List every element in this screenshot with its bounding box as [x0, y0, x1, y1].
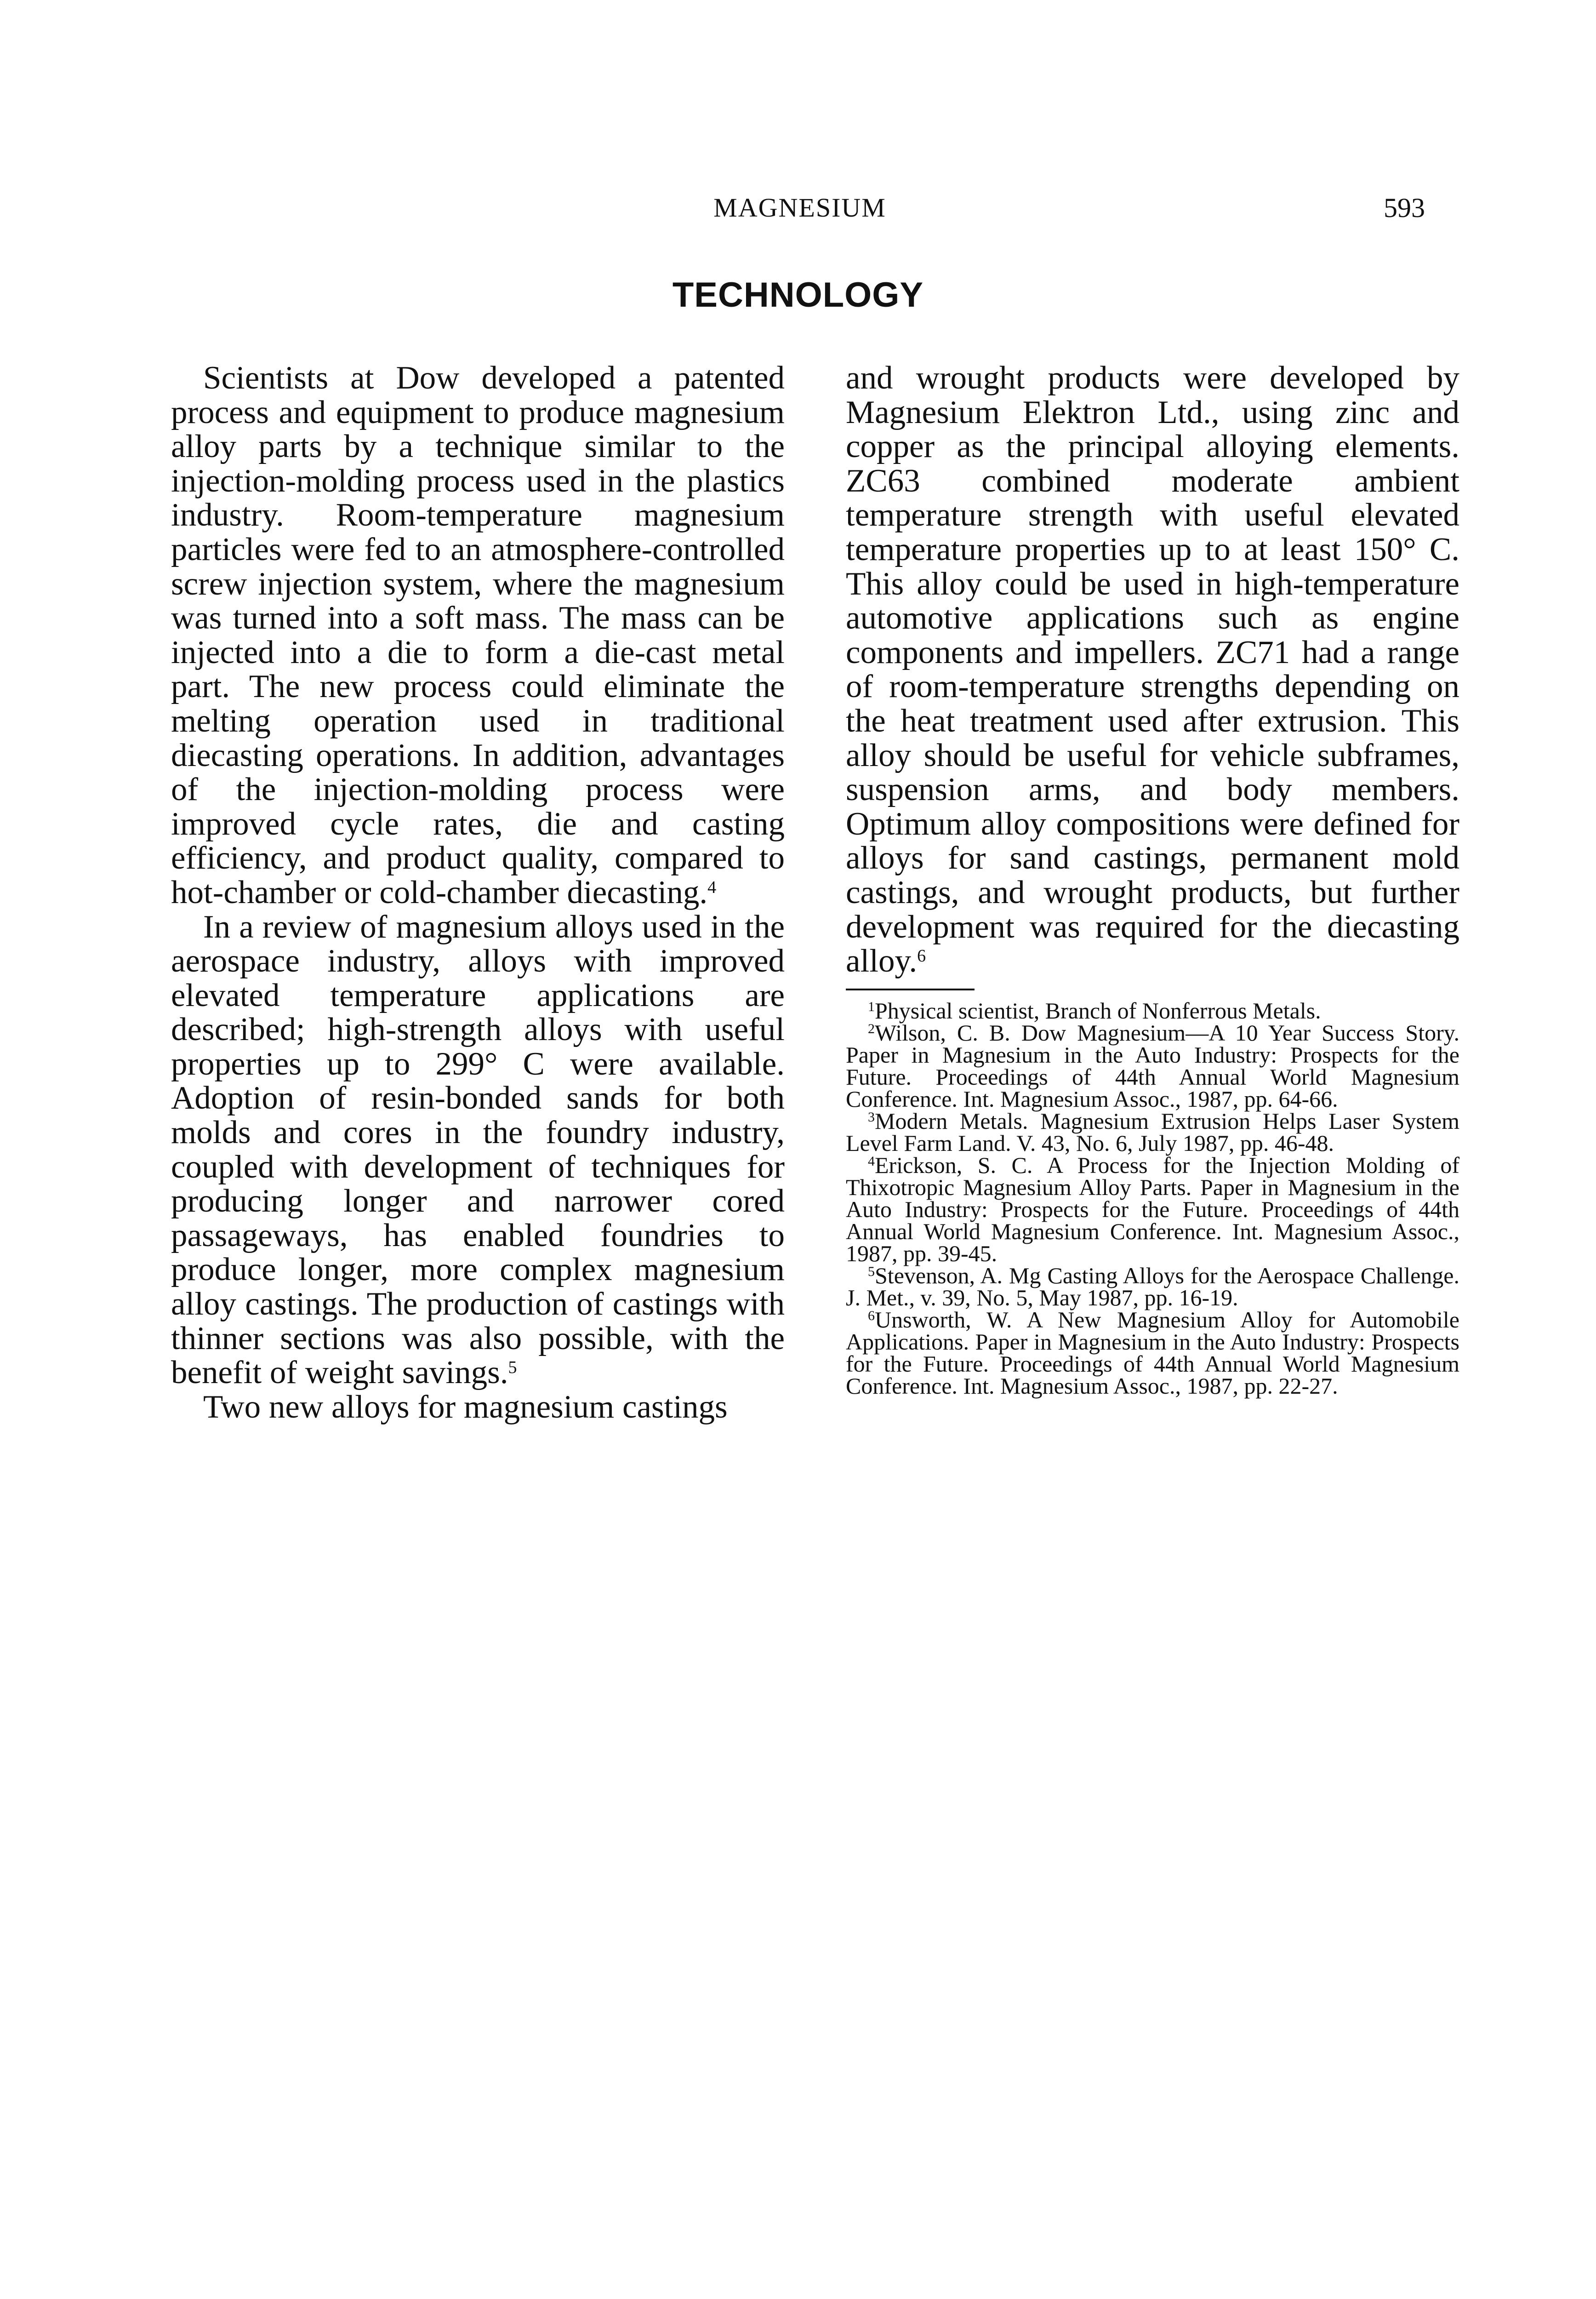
footnote-ref: 6 [917, 946, 926, 966]
footnote-text: Wilson, C. B. Dow Magnesium—A 10 Year Success Story. Paper in Magnesium in the Auto Industry: Prospects for the Future. Proceedings of 44th Annual World Magnesium Conference. Int. Magnesium Assoc., 1987, pp. 64-66. [846, 1019, 1459, 1112]
footnote [846, 1264, 1459, 1309]
paragraph-text: In a review of magnesium alloys used in the aerospace industry, alloys with improved elevated temperature applications are described; high-strength alloys with useful properties up to 299° C were available. Adoption of resin-bonded sands for both molds and cores in the foundry industry, coupled with development of techniques for producing longer and narrower cored passageways, has enabled foundries to produce longer, more complex magnesium alloy castings. The production of castings with thinner sections was also possible, with the benefit of weight savings. [171, 909, 785, 1391]
footnote-number: 2 [868, 1021, 875, 1036]
footnotes [846, 997, 1459, 1399]
footnote-text: Physical scientist, Branch of Nonferrous Metals. [875, 997, 1321, 1024]
running-title: MAGNESIUM [713, 193, 886, 223]
body-paragraph [171, 361, 785, 910]
footnote [846, 1110, 1459, 1154]
left-column [171, 361, 785, 1424]
footnote-number: 6 [868, 1308, 875, 1323]
footnote-text: Unsworth, W. A New Magnesium Alloy for Automobile Applications. Paper in Magnesium in the Auto Industry: Prospects for the Future. Proceedings of 44th Annual World Magnesium Conference. Int. Magnesium Assoc., 1987, pp. 22-27. [846, 1306, 1459, 1399]
footnote [846, 1306, 1459, 1399]
section-title: TECHNOLOGY [672, 275, 924, 315]
footnote-text: Modern Metals. Magnesium Extrusion Helps Laser System Level Farm Land. V. 43, No. 6, July 1987, pp. 46-48. [846, 1108, 1459, 1156]
footnote-text: Erickson, S. C. A Process for the Injection Molding of Thixotropic Magnesium Alloy Parts. Paper in Magnesium in the Auto Industry: Prospects for the Future. Proceedings of 44th Annual World Magnesium Conference. Int. Magnesium Assoc., 1987, pp. 39-45. [846, 1152, 1459, 1266]
page-number: 593 [1384, 193, 1425, 223]
footnote-number: 5 [868, 1264, 875, 1279]
footnote [846, 997, 1459, 1024]
footnote-number: 1 [868, 999, 875, 1014]
body-paragraph [171, 910, 785, 1390]
body-paragraph [846, 361, 1459, 978]
body-paragraph [171, 1390, 785, 1424]
paragraph-text: Scientists at Dow developed a patented process and equipment to produce magnesium alloy parts by a technique similar to the injection-molding process used in the plastics industry. Room-temperature magnesium particles were fed to an atmosphere-controlled screw injection system, where the magnesium was turned into a soft mass. The mass can be injected into a die to form a die-cast metal part. The new process could eliminate the melting operation used in traditional diecasting operations. In addition, advantages of the injection-molding process were improved cycle rates, die and casting efficiency, and product quality, compared to hot-chamber or cold-chamber diecasting. [171, 360, 785, 910]
footnote [846, 1019, 1459, 1112]
paragraph-text: Two new alloys for magnesium castings [203, 1389, 728, 1425]
right-column [846, 361, 1459, 1397]
footnote-divider [846, 989, 975, 990]
paragraph-text: and wrought products were developed by Magnesium Elektron Ltd., using zinc and copper as the principal alloying elements. ZC63 combined moderate ambient temperature strength with useful elevated temperature properties up to at least 150° C. This alloy could be used in high-temperature automotive applications such as engine components and impellers. ZC71 had a range of room-temperature strengths depending on the heat treatment used after extrusion. This alloy should be useful for vehicle subframes, suspension arms, and body members. Optimum alloy compositions were defined for alloys for sand castings, permanent mold castings, and wrought products, but further development was required for the diecasting alloy. [846, 360, 1459, 979]
footnote-ref: 4 [707, 877, 717, 897]
footnote-number: 3 [868, 1109, 875, 1125]
footnote [846, 1154, 1459, 1264]
footnote-text: Stevenson, A. Mg Casting Alloys for the Aerospace Challenge. J. Met., v. 39, No. 5, May 1987, pp. 16-19. [846, 1262, 1459, 1310]
running-head [175, 192, 1425, 229]
footnote-ref: 5 [508, 1358, 517, 1378]
footnote-number: 4 [868, 1153, 875, 1169]
